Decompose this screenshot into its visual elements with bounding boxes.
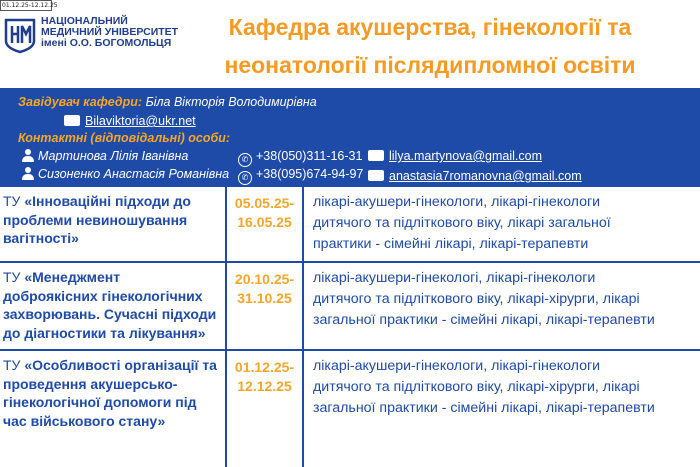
contact-2-email[interactable]: anastasia7romanovna@gmail.com bbox=[389, 169, 582, 183]
logo-line-1: НАЦІОНАЛЬНИЙ bbox=[41, 15, 128, 27]
head-row bbox=[18, 95, 317, 109]
course-title-cell bbox=[0, 187, 227, 261]
contact-1-phone[interactable]: +38(050)311-16-31 bbox=[256, 149, 363, 163]
university-name bbox=[41, 16, 178, 49]
course-title-line bbox=[3, 192, 223, 211]
contact-1-email[interactable]: lilya.martynova@gmail.com bbox=[389, 149, 543, 163]
course-title-part: гінекологічної допомоги під bbox=[3, 394, 197, 410]
head-name: Біла Вікторія Володимирівна bbox=[145, 95, 317, 109]
mail-icon bbox=[64, 115, 80, 126]
contacts-label-row bbox=[18, 131, 230, 145]
mail-icon bbox=[368, 170, 384, 181]
course-title-part: «Інноваційні підходи до bbox=[24, 193, 191, 209]
course-dates-cell bbox=[227, 263, 304, 349]
audience-line: загальної практики - сімейні лікарі, лікарі-терапевти bbox=[313, 312, 655, 328]
course-title-cell bbox=[0, 351, 227, 467]
university-logo bbox=[3, 13, 179, 59]
course-audience-cell bbox=[304, 351, 700, 467]
page-title bbox=[170, 8, 690, 84]
contact-1-name-row bbox=[22, 149, 188, 163]
contact-2-phone-row bbox=[238, 167, 363, 185]
contact-1-name: Мартинова Лілія Іванівна bbox=[38, 149, 189, 163]
audience-line: лікарі-акушери-гінекологи, лікарі-гінекологи bbox=[313, 358, 601, 374]
date-stamp: 01.12.25-12.12.25 bbox=[2, 2, 58, 9]
audience-line: дитячого та підліткового віку, лікарі-хірурги, лікарі bbox=[313, 291, 640, 307]
title-line-1: Кафедра акушерства, гінекології та bbox=[228, 14, 632, 40]
course-title-part: захворювань. Сучасні підходи bbox=[3, 306, 217, 322]
course-prefix: ТУ bbox=[3, 193, 21, 209]
course-title-line bbox=[3, 356, 223, 375]
date-end: 12.12.25 bbox=[237, 378, 292, 394]
audience-line: лікарі-акушери-гінекологі, лікарі-гінекологи bbox=[313, 270, 596, 286]
date-start: 01.12.25- bbox=[234, 359, 295, 375]
course-dates-cell bbox=[227, 351, 304, 467]
course-title-part: «Менеджмент bbox=[24, 269, 121, 285]
title-line-2: неонатології післядипломної освіти bbox=[224, 52, 636, 78]
audience-line: дитячого та підліткового віку, лікарі-хірурги, лікарі bbox=[313, 379, 640, 395]
person-icon bbox=[22, 167, 34, 180]
date-end: 31.10.25 bbox=[237, 290, 292, 306]
contact-2-email-row bbox=[368, 169, 582, 183]
course-title-part: до діагностики та лікування» bbox=[3, 324, 206, 341]
date-start: 05.05.25- bbox=[234, 195, 295, 211]
audience-line: лікарі-акушери-гінекологи, лікарі-гінекологи bbox=[313, 194, 601, 210]
course-audience-cell bbox=[304, 187, 700, 261]
phone-icon: ✆ bbox=[238, 153, 252, 167]
table-row bbox=[0, 351, 700, 467]
course-title-part: вагітності» bbox=[3, 230, 79, 246]
date-start: 20.10.25- bbox=[234, 271, 295, 287]
mail-icon bbox=[368, 150, 384, 161]
audience-line: дитячого та підліткового віку, лікарі загальної bbox=[313, 215, 611, 231]
phone-icon: ✆ bbox=[238, 171, 252, 185]
contact-2-phone[interactable]: +38(095)674-94-97 bbox=[256, 167, 364, 181]
contact-panel bbox=[0, 88, 700, 187]
audience-line: загальної практики - сімейні лікарі, лікарі-терапевти bbox=[313, 400, 655, 416]
course-audience-cell bbox=[304, 263, 700, 349]
logo-line-2: МЕДИЧНИЙ УНІВЕРСИТЕТ bbox=[41, 26, 179, 38]
course-prefix: ТУ bbox=[3, 357, 21, 373]
contact-2-name-row bbox=[22, 167, 229, 181]
course-title-part: проведення акушерсько- bbox=[3, 375, 178, 392]
contact-1-email-row bbox=[368, 149, 542, 163]
contact-1-phone-row bbox=[238, 149, 362, 167]
audience-line: практики - сімейні лікарі, лікарі-терапевти bbox=[313, 236, 589, 252]
date-end: 16.05.25 bbox=[237, 214, 292, 230]
contacts-label: Контактні (відповідальні) особи: bbox=[18, 131, 231, 145]
course-title-part: проблеми невиношування bbox=[3, 211, 188, 228]
head-email-link[interactable]: Bilaviktoria@ukr.net bbox=[85, 114, 196, 128]
course-title-part: «Особливості організації та bbox=[24, 357, 217, 373]
head-email-row bbox=[64, 114, 196, 128]
logo-line-3: імені О.О. БОГОМОЛЬЦЯ bbox=[41, 37, 172, 49]
course-prefix: ТУ bbox=[3, 269, 21, 285]
table-row bbox=[0, 263, 700, 351]
course-title-part: час військового стану» bbox=[3, 412, 166, 429]
course-title-line bbox=[3, 268, 223, 287]
course-title-cell bbox=[0, 263, 227, 349]
contact-2-name: Сизоненко Анастасія Романівна bbox=[38, 167, 230, 181]
table-row bbox=[0, 187, 700, 263]
university-logo-icon bbox=[3, 17, 37, 53]
course-title-part: доброякісних гінекологічних bbox=[3, 287, 203, 304]
head-label: Завідувач кафедри: bbox=[18, 95, 143, 109]
person-icon bbox=[22, 149, 34, 162]
course-dates-cell bbox=[227, 187, 304, 261]
